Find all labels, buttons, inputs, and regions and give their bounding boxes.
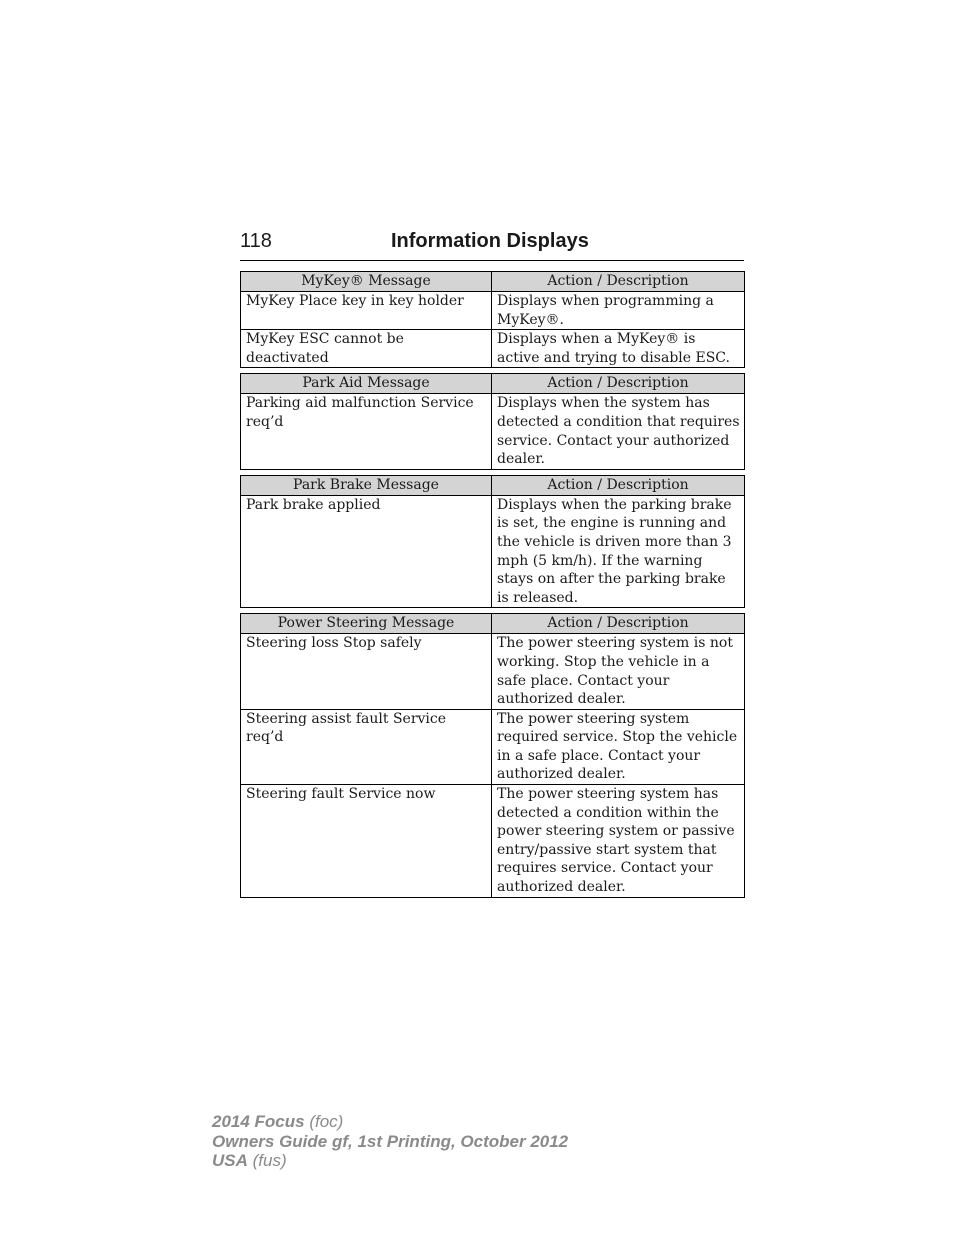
footer-line-model	[212, 1112, 568, 1132]
column-header-message: Power Steering Message	[241, 614, 492, 634]
footer-guide: Owners Guide gf, 1st Printing, October 2012	[212, 1131, 569, 1151]
table-row	[241, 634, 745, 709]
power-steering-message-table	[240, 613, 745, 897]
column-header-action: Action / Description	[492, 475, 745, 495]
table-header-row	[241, 272, 745, 292]
message-cell: Park brake applied	[241, 495, 492, 608]
column-header-message: Park Brake Message	[241, 475, 492, 495]
footer-region: USA	[212, 1151, 248, 1170]
description-cell: Displays when programming a MyKey®.	[492, 292, 745, 330]
column-header-action: Action / Description	[492, 272, 745, 292]
message-cell: Parking aid malfunction Service req’d	[241, 394, 492, 469]
description-cell: The power steering system is not working. Stop the vehicle in a safe place. Contact your authorized dealer.	[492, 634, 745, 709]
description-cell: The power steering system has detected a condition within the power steering system or passive entry/passive start system that requires service. Contact your authorized dealer.	[492, 785, 745, 898]
description-cell: Displays when a MyKey® is active and trying to disable ESC.	[492, 330, 745, 368]
section-title: Information Displays	[391, 230, 589, 252]
page-header	[240, 229, 744, 261]
footer-model-code: (foc)	[309, 1112, 344, 1131]
footer-line-guide	[212, 1132, 568, 1152]
footer-line-region	[212, 1151, 568, 1171]
message-tables	[240, 271, 744, 903]
mykey-message-table	[240, 271, 745, 368]
table-header-row	[241, 374, 745, 394]
description-cell: Displays when the parking brake is set, the engine is running and the vehicle is driven more than 3 mph (5 km/h). If the warning stays on after the parking brake is released.	[492, 495, 745, 608]
table-header-row	[241, 614, 745, 634]
message-cell: Steering fault Service now	[241, 785, 492, 898]
description-cell: The power steering system required service. Stop the vehicle in a safe place. Contact your authorized dealer.	[492, 709, 745, 784]
park-brake-message-table	[240, 475, 745, 609]
column-header-message: Park Aid Message	[241, 374, 492, 394]
message-cell: Steering loss Stop safely	[241, 634, 492, 709]
message-cell: MyKey Place key in key holder	[241, 292, 492, 330]
footer-model: 2014 Focus	[212, 1112, 305, 1131]
table-row	[241, 292, 745, 330]
message-cell: MyKey ESC cannot be deactivated	[241, 330, 492, 368]
table-row	[241, 709, 745, 784]
table-row	[241, 785, 745, 898]
column-header-action: Action / Description	[492, 614, 745, 634]
page-number: 118	[240, 230, 272, 252]
table-row	[241, 495, 745, 608]
table-row	[241, 394, 745, 469]
footer-region-code: (fus)	[252, 1151, 287, 1170]
table-row	[241, 330, 745, 368]
page-footer	[212, 1112, 568, 1171]
table-header-row	[241, 475, 745, 495]
column-header-action: Action / Description	[492, 374, 745, 394]
column-header-message: MyKey® Message	[241, 272, 492, 292]
description-cell: Displays when the system has detected a condition that requires service. Contact your authorized dealer.	[492, 394, 745, 469]
message-cell: Steering assist fault Service req’d	[241, 709, 492, 784]
park-aid-message-table	[240, 373, 745, 469]
